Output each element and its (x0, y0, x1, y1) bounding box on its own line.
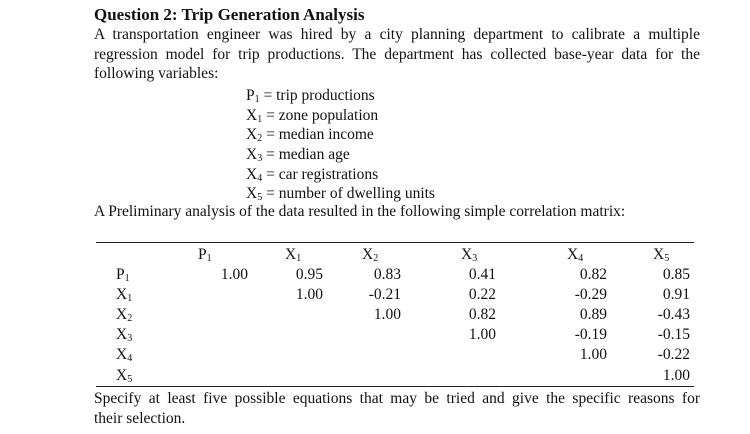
task-line: Specify at least five possible equations that may be tried and give the specific reasons for (94, 390, 700, 407)
correlation-value: -0.21 (368, 286, 401, 304)
variable-symbol: $X_5$ (246, 185, 263, 204)
matrix-intro: A Preliminary analysis of the data resulted in the following simple correlation matrix: (94, 203, 626, 220)
column-header: $X_5$ (653, 246, 670, 264)
correlation-value: 1.00 (295, 286, 323, 304)
variable-description: = zone population (262, 106, 379, 124)
correlation-value: 0.91 (662, 286, 690, 304)
row-header: $X_5$ (116, 366, 133, 385)
variable-symbol: $X_3$ (246, 146, 263, 165)
task-line: their selection. (94, 409, 186, 427)
row-header: $X_4$ (116, 346, 133, 365)
question-title: Question 2: Trip Generation Analysis (94, 5, 365, 24)
variable-definition (246, 106, 435, 126)
table-bottom-rule (96, 386, 694, 387)
variable-description: = car registrations (262, 165, 379, 183)
row-header: $X_3$ (116, 326, 133, 345)
variable-symbol: $X_2$ (246, 126, 263, 145)
variable-definition (246, 86, 435, 106)
correlation-value: 1.00 (468, 326, 496, 344)
column-header: $X_1$ (285, 246, 302, 264)
correlation-value: 1.00 (220, 266, 248, 283)
row-header: $P_1$ (116, 266, 130, 284)
intro-paragraph (94, 25, 700, 84)
variable-description: = median income (262, 126, 374, 144)
variable-description: = median age (262, 146, 350, 164)
correlation-value: -0.19 (574, 326, 607, 344)
variable-description: = trip productions (259, 87, 375, 104)
row-header: $X_2$ (116, 306, 133, 325)
correlation-value: -0.22 (657, 346, 690, 364)
correlation-value: -0.29 (574, 286, 607, 304)
correlation-value: 0.82 (579, 266, 607, 283)
correlation-value: -0.15 (657, 326, 690, 344)
intro-line: regression model for trip productions. The department has collected base-year data for the (94, 45, 700, 63)
intro-line: A transportation engineer was hired by a city planning department to calibrate a multiple (94, 26, 700, 43)
variable-definitions (246, 86, 435, 204)
correlation-value: 0.85 (662, 266, 690, 283)
correlation-value: 1.00 (579, 346, 607, 364)
variable-definition (246, 165, 435, 185)
correlation-value: 0.95 (295, 266, 323, 283)
variable-description: = number of dwelling units (262, 185, 435, 203)
variable-definition (246, 125, 435, 145)
correlation-value: 1.00 (373, 306, 401, 324)
correlation-value: 0.41 (468, 266, 496, 283)
task-paragraph (94, 389, 700, 428)
variable-symbol: $P_1$ (246, 87, 260, 105)
correlation-value: -0.43 (657, 306, 690, 324)
variable-symbol: $X_1$ (246, 106, 263, 125)
variable-definition (246, 184, 435, 204)
row-header: $X_1$ (116, 286, 133, 305)
column-header: $X_3$ (461, 246, 478, 264)
column-header: $X_4$ (567, 246, 584, 264)
column-header: $X_2$ (362, 246, 379, 264)
correlation-value: 0.22 (468, 286, 496, 304)
correlation-value: 0.89 (579, 306, 607, 324)
variable-symbol: $X_4$ (246, 165, 263, 184)
column-header: $P_1$ (198, 246, 212, 264)
intro-line: following variables: (94, 65, 219, 82)
correlation-value: 1.00 (662, 366, 690, 384)
variable-definition (246, 145, 435, 165)
correlation-value: 0.82 (468, 306, 496, 324)
table-top-rule (96, 242, 694, 243)
correlation-value: 0.83 (373, 266, 401, 283)
